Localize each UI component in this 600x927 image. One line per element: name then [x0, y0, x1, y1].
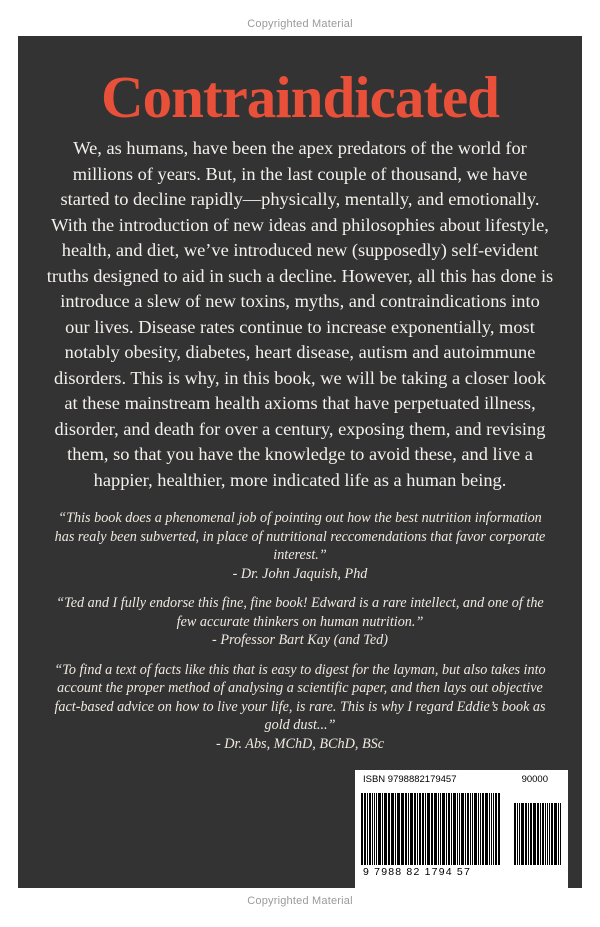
- barcode-bars-row: [361, 787, 562, 865]
- quote-text: “Ted and I fully endorse this fine, fine book! Edward is a rare intellect, and one of the few accurate thinkers on human nutrition.”: [56, 595, 544, 630]
- quote-attribution: - Dr. Abs, MChD, BChD, BSc: [215, 735, 384, 752]
- barcode-digits: 9 7988 82 1794 57: [363, 866, 471, 878]
- book-blurb: We, as humans, have been the apex predators of the world for millions of years. But, in the last couple of thousand, we have started to decline rapidly—physically, mentally, and emotionally. With the introduction of new ideas and philosophies about lifestyle, health, and diet, we’ve introduced new (supposedly) self-evident truths designed to aid in such a decline. However, all this has done is introduce a slew of new toxins, myths, and contraindications into our lives. Disease rates continue to increase exponentially, most notably obesity, diabetes, heart disease, autism and autoimmune disorders. This is why, in this book, we will be taking a closer look at these mainstream health axioms that have perpetuated illness, disorder, and death for over a century, exposing them, and revising them, so that you have the knowledge to avoid these, and live a happier, healthier, more indicated life as a human being.: [46, 138, 554, 490]
- quote-item: [50, 661, 550, 754]
- quote-item: [50, 509, 550, 583]
- quote-attribution: - Professor Bart Kay (and Ted): [212, 632, 388, 648]
- quote-attribution: - Dr. John Jaquish, Phd: [232, 565, 368, 582]
- endorsement-quotes: [44, 509, 556, 753]
- barcode-block: [355, 770, 568, 888]
- quote-item: [50, 594, 550, 650]
- book-title: Contraindicated: [101, 64, 499, 130]
- back-cover-panel: [18, 36, 582, 888]
- quote-text: “To find a text of facts like this that is easy to digest for the layman, but also takes into account the proper method of analysing a scientific paper, and then lays out objective fact-based advice on how to live your life, is rare. This is why I regard Eddie’s book as gold dust...”: [54, 661, 546, 733]
- barcode-addon-value: 90000: [521, 774, 548, 785]
- isbn-label: ISBN 9798882179457: [363, 774, 457, 785]
- copyright-watermark-bottom: Copyrighted Material: [247, 895, 353, 907]
- copyright-watermark-top: Copyrighted Material: [247, 18, 353, 30]
- barcode-header: [361, 774, 562, 787]
- ean13-barcode-icon: [361, 793, 501, 865]
- quote-text: “This book does a phenomenal job of pointing out how the best nutrition information has realy been subverted, in place of nutritional reccomendations that favor corporate interest.”: [54, 510, 546, 563]
- ean5-addon-barcode-icon: [514, 803, 562, 865]
